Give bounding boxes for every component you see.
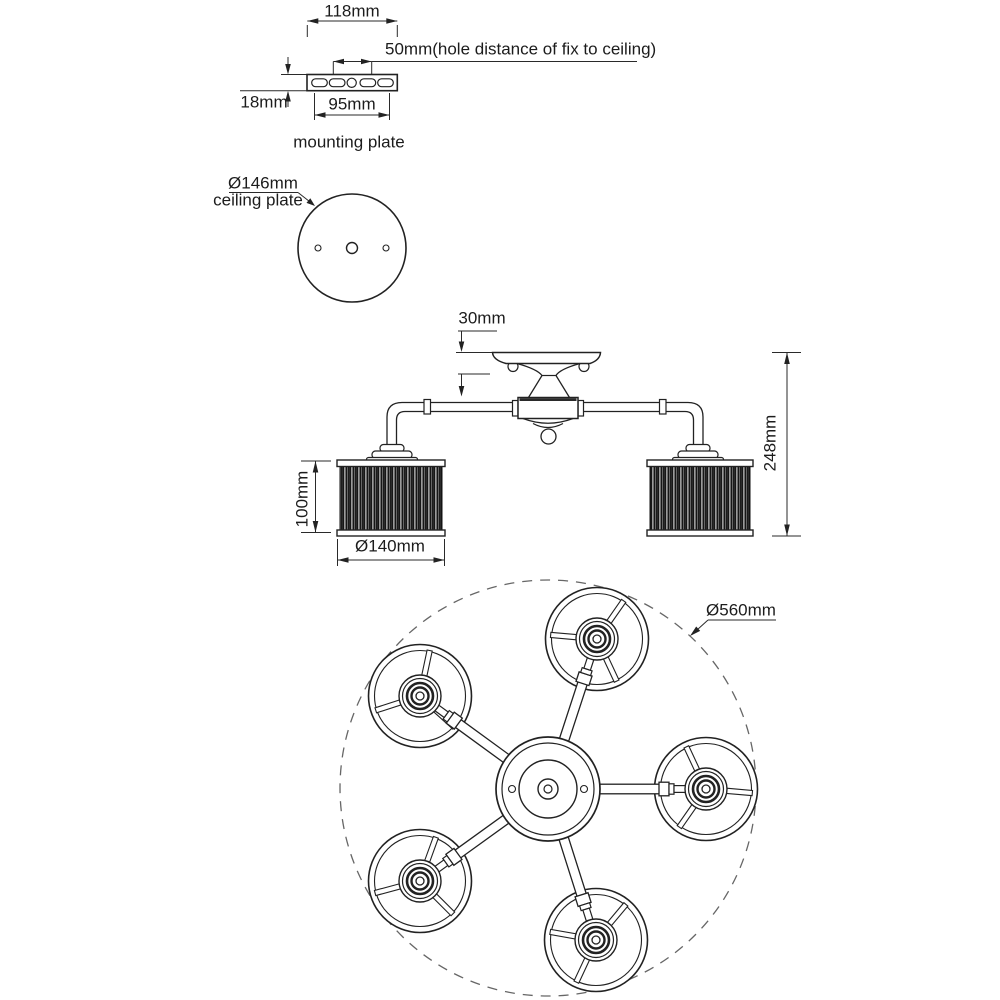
ceiling-plate-diameter-label: Ø146mm <box>228 173 298 193</box>
center-hub <box>513 398 584 445</box>
plan-holder <box>399 860 441 902</box>
canopy <box>493 353 601 398</box>
mounting-plate-label: mounting plate <box>293 132 405 152</box>
plan-holder <box>399 675 441 717</box>
left-arm <box>387 400 513 445</box>
overall-diameter-label: Ø560mm <box>706 600 776 620</box>
ceiling-plate-label: ceiling plate <box>213 190 303 210</box>
plate-thickness-label: 18mm <box>240 92 288 112</box>
hole-distance-label: 50mm(hole distance of fix to ceiling) <box>385 39 657 59</box>
ceiling-plate-circle <box>298 194 406 302</box>
hole-span-label: 95mm <box>328 94 376 114</box>
mounting-plate-body <box>307 75 397 91</box>
right-arm <box>584 400 704 445</box>
dim-canopy-gap <box>456 331 497 397</box>
plan-holder <box>685 768 727 810</box>
plan-center-hub <box>496 737 600 841</box>
shade-height-label: 100mm <box>292 470 312 528</box>
plan-holder <box>576 618 618 660</box>
hub-finial-ball <box>541 429 556 444</box>
plan-view <box>340 580 776 996</box>
dim-hole-distance <box>333 59 637 75</box>
canopy-gap-label: 30mm <box>458 308 506 328</box>
plate-width-label: 118mm <box>324 1 380 21</box>
side-elevation-view <box>301 331 801 566</box>
plan-holder <box>575 919 617 961</box>
right-shade <box>647 460 753 536</box>
shade-diameter-label: Ø140mm <box>355 536 425 556</box>
mounting-plate-view <box>240 18 637 120</box>
left-shade <box>337 460 445 536</box>
fixture-height-label: 248mm <box>760 414 780 472</box>
dim-overall-diameter <box>690 620 776 636</box>
